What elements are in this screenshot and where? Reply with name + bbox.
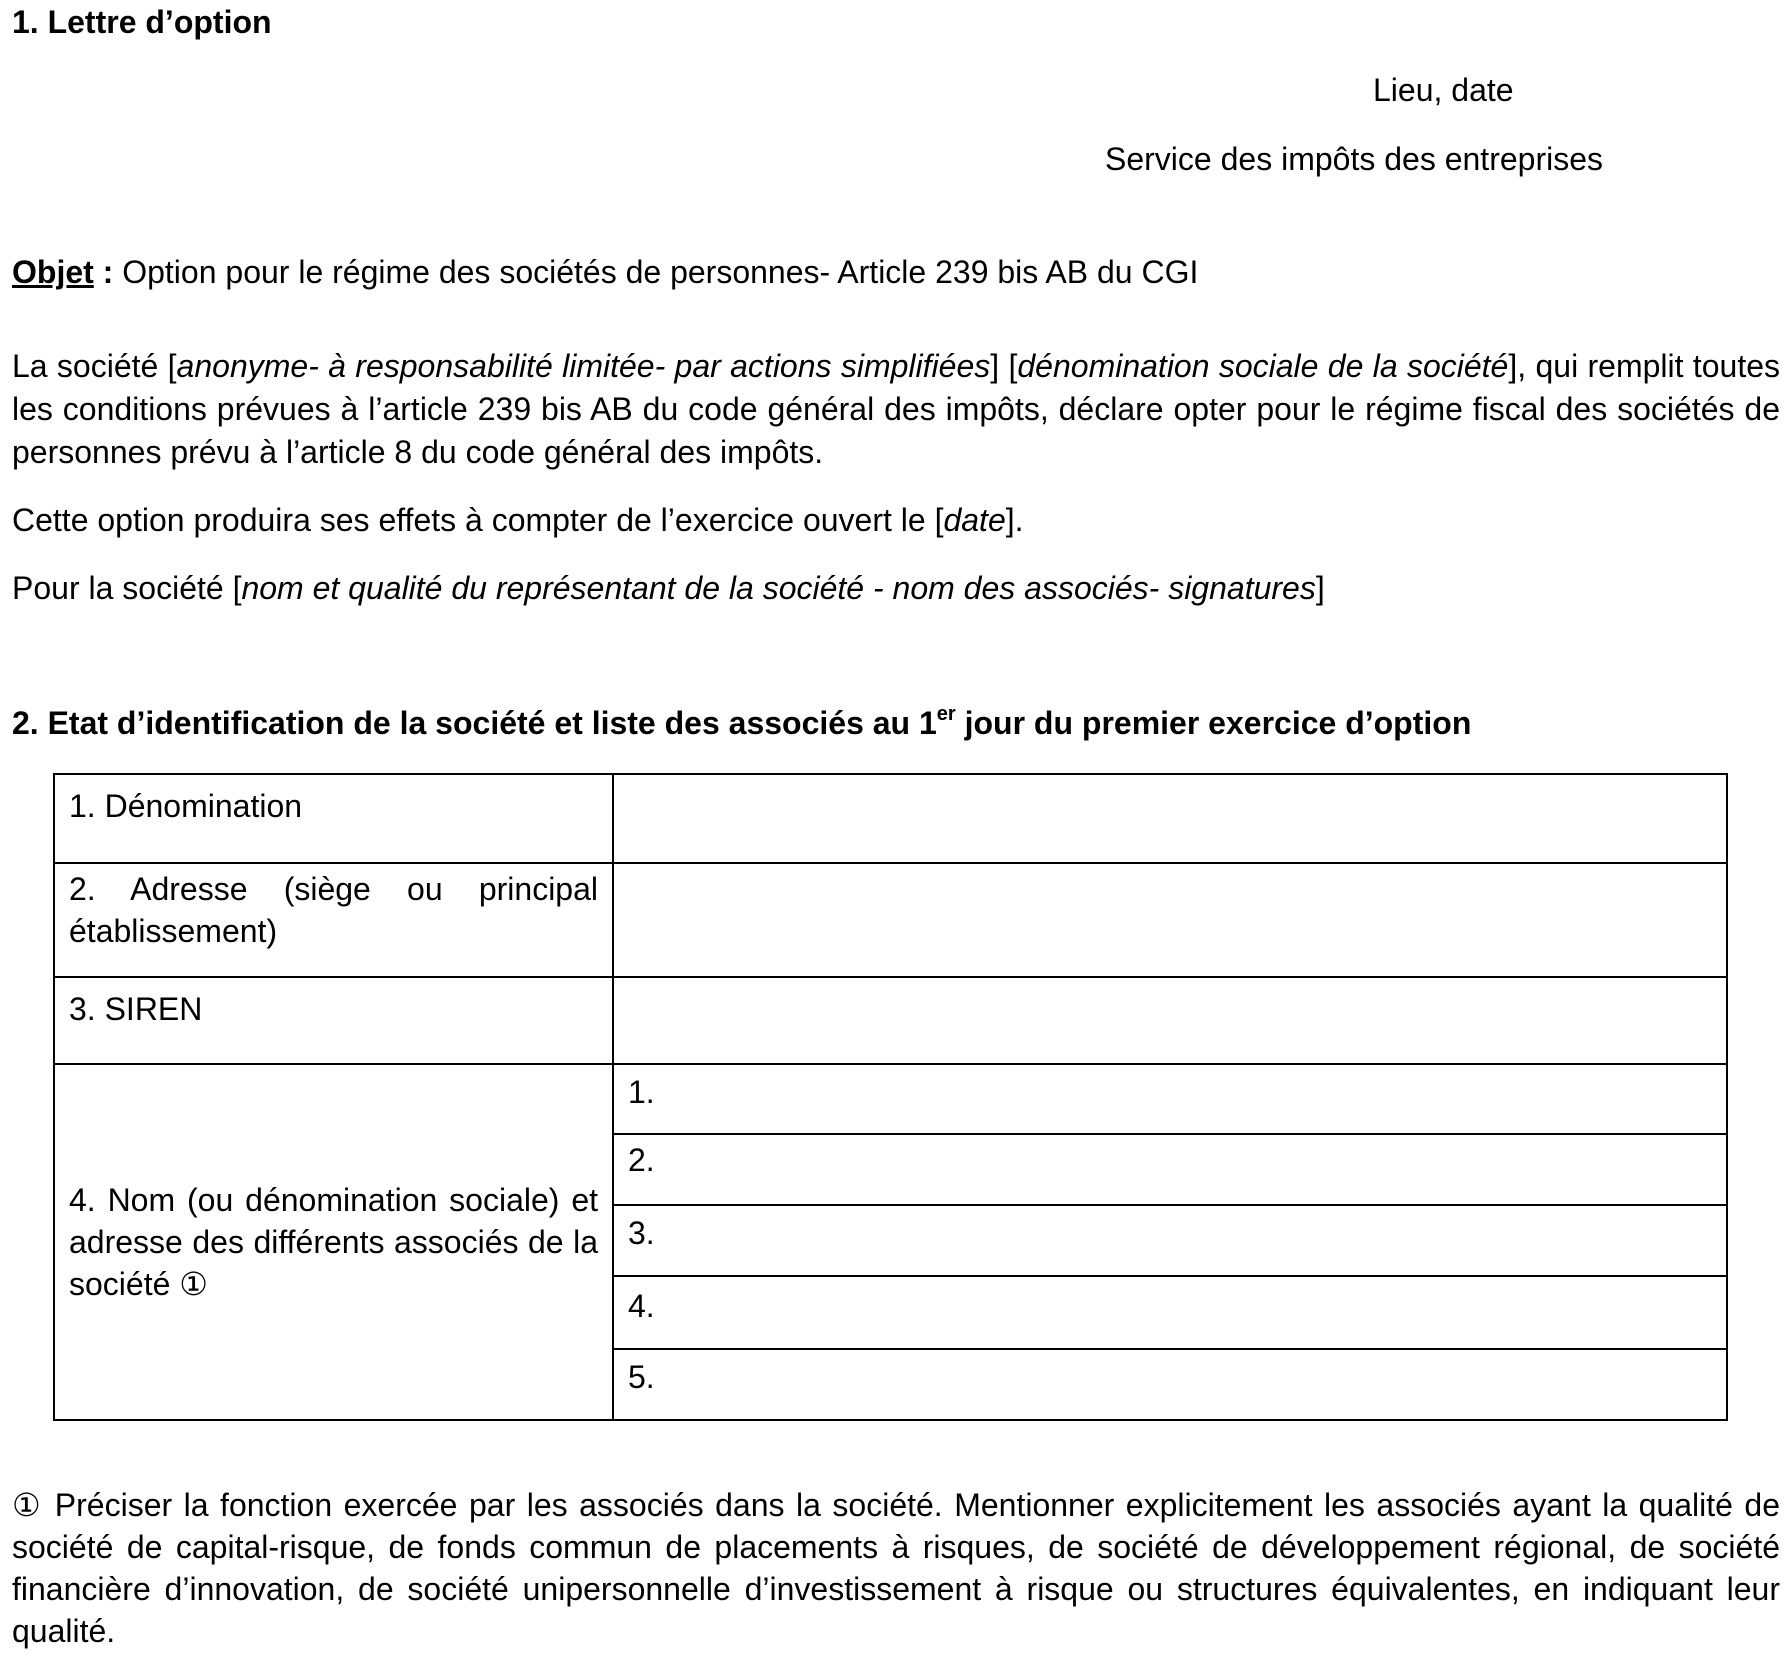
heading-text: jour du premier exercice d’option — [955, 705, 1472, 741]
table-row — [54, 1064, 1727, 1134]
row-label-siren: 3. SIREN — [54, 977, 613, 1064]
value-cell-adresse[interactable] — [613, 863, 1727, 977]
paragraph-effect-date — [12, 499, 1780, 542]
section-2-heading — [12, 705, 1471, 742]
object-separator: : — [93, 254, 123, 290]
text-run: Pour la société [ — [12, 570, 242, 606]
associate-cell-4[interactable]: 4. — [613, 1276, 1727, 1349]
paragraph-declaration — [12, 345, 1780, 474]
footnote: ① Préciser la fonction exercée par les associés dans la société. Mentionner explicitement les associés ayant la qualité de société de capital-risque, de fonds commun de placements à risques, de société de développement régional, de société financière d’innovation, de société unipersonnelle d’investissement à risque ou structures équivalentes, en indiquant leur qualité. — [12, 1487, 1780, 1649]
associate-cell-5[interactable]: 5. — [613, 1349, 1727, 1420]
associate-cell-3[interactable]: 3. — [613, 1205, 1727, 1276]
heading-text: 2. Etat d’identification de la société et liste des associés au 1 — [12, 705, 937, 741]
text-run: ]. — [1005, 502, 1024, 538]
text-run: Cette option produira ses effets à compter de l’exercice ouvert le [ — [12, 502, 944, 538]
identification-table — [53, 773, 1728, 1421]
italic-placeholder: dénomination sociale de la société — [1017, 348, 1509, 384]
object-line — [12, 254, 1198, 291]
associate-cell-1[interactable]: 1. — [613, 1064, 1727, 1134]
italic-placeholder: date — [943, 502, 1006, 538]
ordinal-superscript: er — [936, 703, 956, 725]
text-run: ] — [1315, 570, 1325, 606]
table-row — [54, 977, 1727, 1064]
row-label-adresse: 2. Adresse (siège ou principal établissement) — [54, 863, 613, 977]
table-row — [54, 863, 1727, 977]
associate-cell-2[interactable]: 2. — [613, 1134, 1727, 1205]
italic-placeholder: nom et qualité du représentant de la société - nom des associés- signatures — [241, 570, 1316, 606]
value-cell-denomination[interactable] — [613, 774, 1727, 863]
row-label-denomination: 1. Dénomination — [54, 774, 613, 863]
section-1-heading: 1. Lettre d’option — [12, 4, 272, 40]
text-run: ] [ — [990, 348, 1018, 384]
row-label-associes: 4. Nom (ou dénomination sociale) et adresse des différents associés de la société ① — [54, 1064, 613, 1420]
object-text: Option pour le régime des sociétés de personnes- Article 239 bis AB du CGI — [122, 254, 1199, 290]
paragraph-signatures — [12, 567, 1780, 610]
value-cell-siren[interactable] — [613, 977, 1727, 1064]
text-run: ], qui remplit toutes les conditions prévues à l’article 239 bis AB du code général des impôts, déclare opter pour le régime fiscal des sociétés de personnes prévu à l’article 8 du code général des impôts. — [12, 348, 1781, 470]
table-row — [54, 774, 1727, 863]
text-run: La société [ — [12, 348, 177, 384]
recipient: Service des impôts des entreprises — [1105, 141, 1603, 177]
italic-placeholder: anonyme- à responsabilité limitée- par actions simplifiées — [176, 348, 991, 384]
object-label: Objet — [12, 254, 94, 290]
place-date: Lieu, date — [1373, 72, 1514, 108]
